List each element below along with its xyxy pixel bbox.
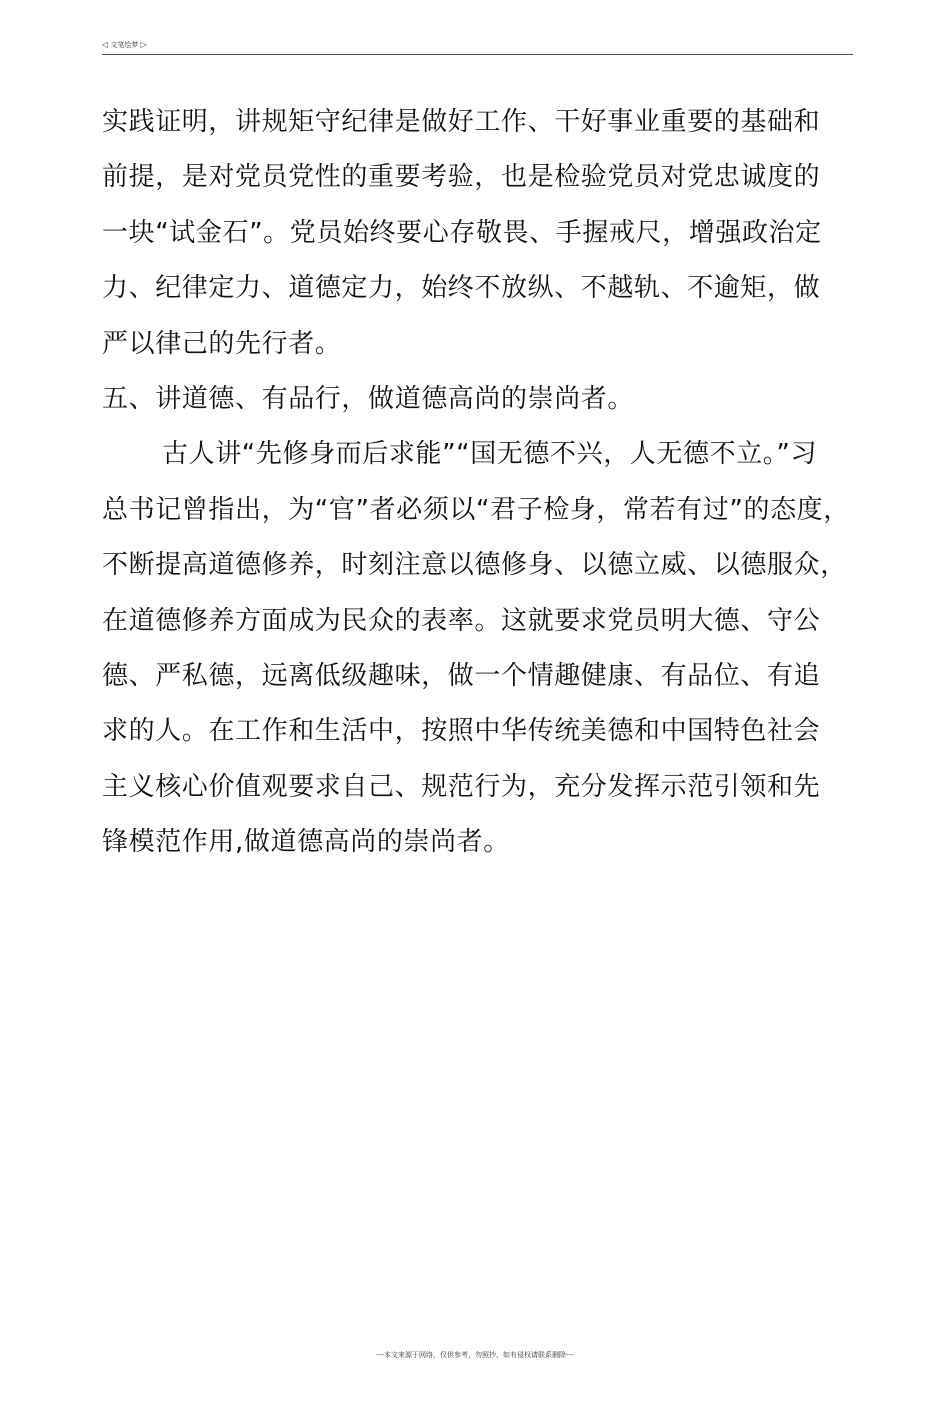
body-line-3: 一块“试金石”。党员始终要心存敬畏、手握戒尺，增强政治定: [102, 217, 822, 248]
body-line-5: 严以律己的先行者。: [102, 328, 342, 359]
page-footer: ---本文来源于网络，仅供参考，勿照抄，如有侵权请联系删除---: [376, 1351, 574, 1359]
section-heading: 五、讲道德、有品行，做道德高尚的崇尚者。: [102, 383, 635, 414]
body-line-14: 锋模范作用,做道德高尚的崇尚者。: [102, 827, 510, 858]
body-line-7: 古人讲“先修身而后求能”“国无德不兴，人无德不立。”习: [162, 439, 818, 470]
left-triangle-icon: ◁: [102, 40, 109, 49]
body-line-12: 求的人。在工作和生活中，按照中华传统美德和中国特色社会: [102, 716, 821, 747]
body-line-2: 前提，是对党员党性的重要考验，也是检验党员对党忠诚度的: [102, 162, 821, 193]
body-line-1: 实践证明，讲规矩守纪律是做好工作、干好事业重要的基础和: [102, 107, 821, 137]
document-body: [102, 95, 872, 870]
body-line-11: 德、严私德，远离低级趣味，做一个情趣健康、有品位、有追: [102, 660, 821, 691]
body-line-8: 总书记曾指出，为“官”者必须以“君子检身，常若有过”的态度，: [102, 494, 850, 525]
body-line-13: 主义核心价值观要求自己、规范行为，充分发挥示范引领和先: [102, 771, 821, 802]
header-title-group: [102, 40, 147, 50]
page-header: [102, 38, 853, 55]
right-triangle-icon: ▷: [140, 40, 147, 49]
header-title: 文笔绘梦: [110, 41, 139, 49]
body-line-9: 不断提高道德修养，时刻注意以德修身、以德立威、以德服众，: [102, 550, 847, 581]
body-line-10: 在道德修养方面成为民众的表率。这就要求党员明大德、守公: [102, 605, 821, 636]
body-line-4: 力、纪律定力、道德定力，始终不放纵、不越轨、不逾矩，做: [102, 273, 821, 304]
